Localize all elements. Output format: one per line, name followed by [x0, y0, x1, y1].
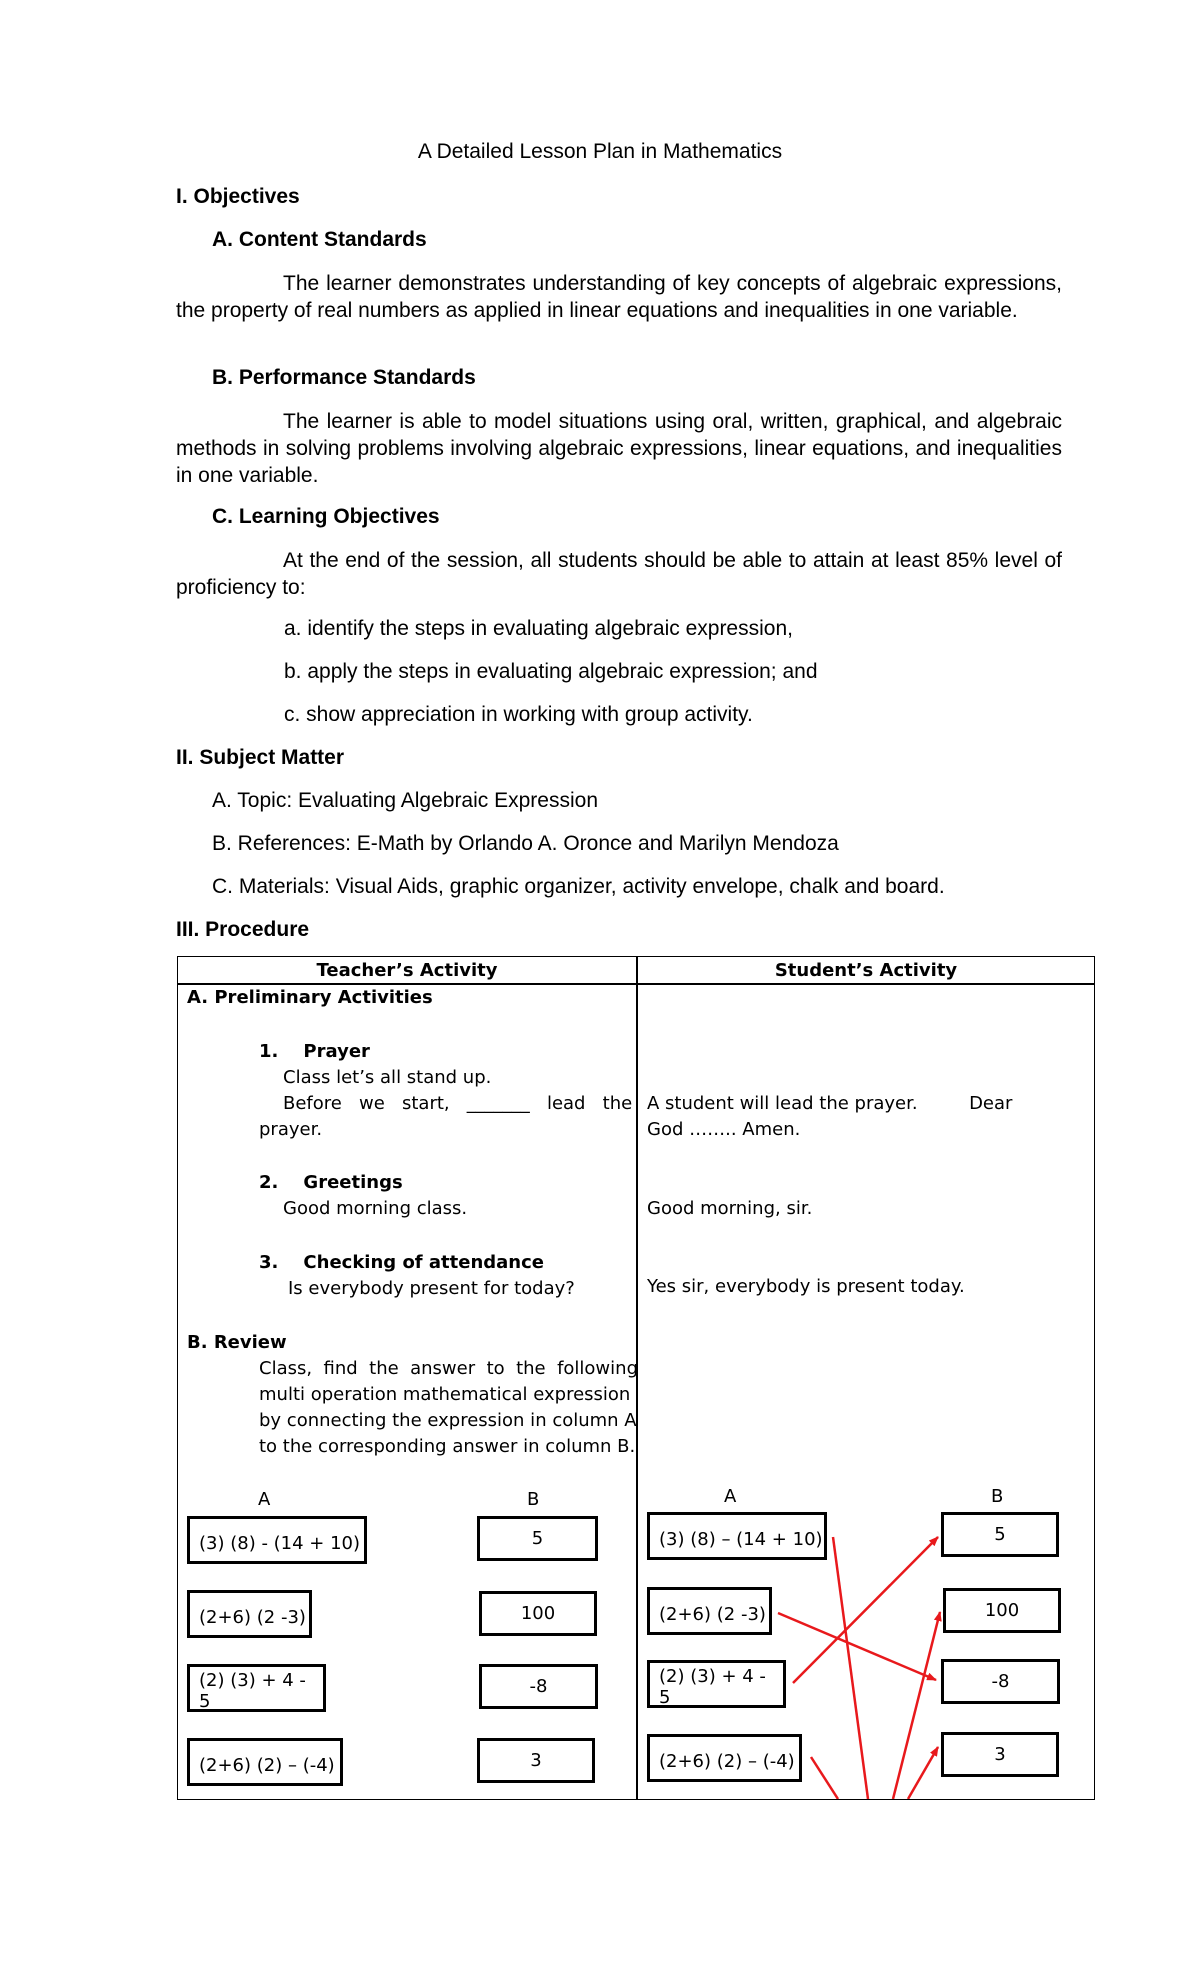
match-arrow — [778, 1613, 936, 1680]
teacher-activity-header: Teacher’s Activity — [316, 960, 498, 981]
procedure-heading: III. Procedure — [176, 918, 310, 941]
objective-item: c. show appreciation in working with group activity. — [284, 703, 753, 726]
procedure-table — [177, 956, 1095, 1800]
teacher-answer-box: 3 — [477, 1738, 595, 1783]
objectives-heading: I. Objectives — [176, 185, 300, 208]
greetings-student: Good morning, sir. — [647, 1198, 813, 1219]
student-expression-box: (2+6) (2) – (-4) — [647, 1734, 802, 1782]
prayer-teacher-line: prayer. — [259, 1119, 323, 1140]
teacher-answer-box: 5 — [477, 1516, 598, 1561]
teacher-expression-box: (2) (3) + 4 - 5 — [187, 1664, 326, 1712]
prayer-teacher-line: Class let’s all stand up. — [283, 1067, 492, 1088]
column-b-label: B — [991, 1486, 1004, 1507]
greetings-teacher: Good morning class. — [283, 1198, 468, 1219]
learning-objectives-text: At the end of the session, all students should be able to attain at least 85% level of proficiency to: — [176, 549, 1062, 599]
attendance-heading: 3. Checking of attendance — [259, 1252, 545, 1273]
column-a-label: A — [258, 1489, 271, 1510]
content-standards-heading: A. Content Standards — [212, 228, 427, 251]
prayer-heading: 1. Prayer — [259, 1041, 370, 1062]
attendance-teacher: Is everybody present for today? — [288, 1278, 575, 1299]
match-arrow — [893, 1612, 940, 1799]
column-a-label: A — [724, 1486, 737, 1507]
student-answer-box: -8 — [941, 1659, 1060, 1704]
prayer-student-line: A student will lead the prayer. Dear — [647, 1093, 1013, 1114]
student-answer-box: 5 — [941, 1512, 1059, 1557]
match-arrow — [908, 1747, 938, 1799]
teacher-answer-box: 100 — [479, 1591, 597, 1636]
performance-standards-text: The learner is able to model situations using oral, written, graphical, and algebraic methods in solving problems involving algebraic expressions, linear equations, and inequalities in one variable. — [176, 410, 1062, 487]
student-expression-box: (3) (8) – (14 + 10) — [647, 1512, 827, 1560]
column-b-label: B — [527, 1489, 540, 1510]
student-answer-box: 3 — [941, 1732, 1059, 1777]
greetings-heading: 2. Greetings — [259, 1172, 403, 1193]
student-activity-header: Student’s Activity — [774, 960, 958, 981]
review-line: multi operation mathematical expression — [259, 1384, 631, 1405]
preliminary-heading: A. Preliminary Activities — [187, 987, 433, 1008]
prayer-teacher-line: Before we start, _______ lead the — [283, 1093, 633, 1114]
review-line: to the corresponding answer in column B. — [259, 1436, 636, 1457]
student-expression-box: (2+6) (2 -3) — [647, 1587, 772, 1635]
review-line: Class, find the answer to the following — [259, 1358, 638, 1379]
page-title: A Detailed Lesson Plan in Mathematics — [417, 140, 783, 163]
learning-objectives-heading: C. Learning Objectives — [212, 505, 440, 528]
attendance-student: Yes sir, everybody is present today. — [647, 1276, 965, 1297]
matching-arrows — [178, 957, 1094, 1799]
subject-matter-item: B. References: E-Math by Orlando A. Oronce and Marilyn Mendoza — [212, 832, 839, 855]
teacher-expression-box: (2+6) (2 -3) — [187, 1590, 312, 1638]
objective-item: b. apply the steps in evaluating algebraic expression; and — [284, 660, 818, 683]
content-standards-text: The learner demonstrates understanding of key concepts of algebraic expressions, the property of real numbers as applied in linear equations and inequalities in one variable. — [176, 272, 1062, 322]
prayer-student-line: God …….. Amen. — [647, 1119, 801, 1140]
teacher-expression-box: (2+6) (2) – (-4) — [187, 1738, 343, 1786]
subject-matter-item: C. Materials: Visual Aids, graphic organizer, activity envelope, chalk and board. — [212, 875, 945, 898]
review-heading: B. Review — [187, 1332, 287, 1353]
teacher-expression-box: (3) (8) - (14 + 10) — [187, 1516, 367, 1564]
objective-item: a. identify the steps in evaluating algebraic expression, — [284, 617, 793, 640]
match-arrow — [833, 1537, 868, 1799]
match-arrow — [811, 1757, 838, 1799]
subject-matter-item: A. Topic: Evaluating Algebraic Expression — [212, 789, 598, 812]
teacher-answer-box: -8 — [479, 1664, 598, 1709]
student-expression-box: (2) (3) + 4 - 5 — [647, 1660, 786, 1708]
review-line: by connecting the expression in column A — [259, 1410, 637, 1431]
match-arrow — [793, 1537, 938, 1683]
student-answer-box: 100 — [943, 1588, 1061, 1633]
subject-matter-heading: II. Subject Matter — [176, 746, 345, 769]
performance-standards-heading: B. Performance Standards — [212, 366, 476, 389]
